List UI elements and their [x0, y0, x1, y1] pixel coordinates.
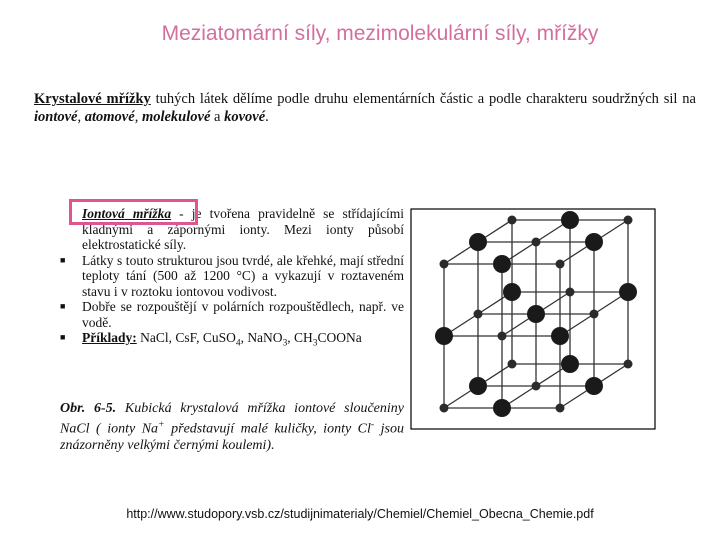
lattice-type-molecular: molekulové — [141, 109, 211, 125]
intro-separator: , — [134, 109, 142, 125]
sodium-ion — [440, 404, 449, 413]
sodium-ion — [508, 216, 517, 225]
chloride-ion — [493, 399, 511, 417]
ionic-term: Iontová mřížka — [82, 206, 172, 221]
sodium-ion — [556, 260, 565, 269]
chloride-ion — [503, 283, 521, 301]
sodium-ion — [624, 216, 633, 225]
chloride-ion — [585, 377, 603, 395]
caption-superscript: + — [158, 419, 165, 430]
example-formula: NaCl, CsF, CuSO — [140, 330, 236, 345]
lattice-type-ionic: iontové — [34, 109, 78, 125]
example-formula: , CH — [287, 330, 313, 345]
chloride-ion — [493, 255, 511, 273]
chloride-ion — [585, 233, 603, 251]
bullet-icon: ■ — [60, 254, 66, 265]
slide-title: Meziatomární síly, mezimolekulární síly, mřížky — [161, 22, 599, 45]
sodium-ion — [590, 310, 599, 319]
lattice-type-atomic: atomové — [84, 109, 135, 125]
sodium-ion — [624, 360, 633, 369]
sodium-ion — [532, 238, 541, 247]
sodium-ion — [440, 260, 449, 269]
caption-text: Kubická krystalová mřížka iontové sloučeniny NaCl ( ionty Na — [60, 401, 404, 437]
lattice-type-metallic: kovové — [224, 109, 266, 125]
intro-end: . — [265, 109, 269, 125]
bullet-item-examples — [60, 330, 404, 352]
caption-superscript: - — [370, 419, 375, 430]
chloride-ion — [435, 327, 453, 345]
caption-text: jsou znázorněny velkými černými koulemi). — [60, 421, 404, 453]
example-formula: , NaNO — [240, 330, 283, 345]
example-subscript: 3 — [312, 338, 318, 349]
ionic-lattice-text — [60, 206, 404, 352]
highlight-box — [69, 199, 198, 225]
chloride-ion — [469, 377, 487, 395]
intro-separator: a — [210, 109, 225, 125]
example-formula: COONa — [317, 330, 362, 345]
intro-term: Krystalové mřížky — [34, 91, 151, 107]
bullet-icon: ■ — [60, 301, 66, 311]
chloride-ion — [527, 305, 545, 323]
sodium-ion — [508, 360, 517, 369]
example-subscript: 3 — [282, 338, 288, 349]
chloride-ion — [561, 355, 579, 373]
bullet-text: Dobře se rozpouštějí v polárních rozpouštědlech, např. ve vodě. — [82, 299, 404, 330]
figure-label: Obr. 6-5. — [60, 401, 117, 416]
ionic-definition-text: - je tvořena pravidelně se střídajícími kladnými a zápornými ionty. Mezi ionty působí elektrostatické síly. — [82, 206, 404, 252]
chloride-ion — [619, 283, 637, 301]
intro-separator: , — [77, 109, 85, 125]
caption-text: představují malé kuličky, ionty Cl — [164, 421, 371, 437]
intro-paragraph — [34, 90, 696, 126]
bullet-item — [60, 299, 404, 330]
chloride-ion — [561, 211, 579, 229]
sodium-ion — [556, 404, 565, 413]
figure-caption — [60, 401, 404, 454]
sodium-ion — [474, 310, 483, 319]
sodium-ion — [532, 382, 541, 391]
chloride-ion — [469, 233, 487, 251]
examples-list — [140, 330, 362, 349]
bullet-icon: ■ — [60, 332, 66, 342]
sodium-ion — [498, 332, 507, 341]
nacl-lattice-diagram — [410, 208, 656, 430]
intro-text: tuhých látek dělíme podle druhu elementárních částic a podle charakteru soudržných sil na — [150, 91, 696, 107]
source-url: http://www.studopory.vsb.cz/studijnimaterialy/Chemiel/Chemiel_Obecna_Chemie.pdf — [126, 507, 594, 521]
example-subscript: 4 — [235, 338, 241, 349]
sodium-ion — [566, 288, 575, 297]
examples-label: Příklady: — [82, 330, 137, 345]
bullet-item — [60, 253, 404, 300]
chloride-ion — [551, 327, 569, 345]
bullet-text: Látky s touto strukturou jsou tvrdé, ale křehké, mají střední teploty tání (500 až 1200 °C) a vykazují v roztaveném stavu i v roztoku iontovou vodivost. — [82, 252, 404, 299]
